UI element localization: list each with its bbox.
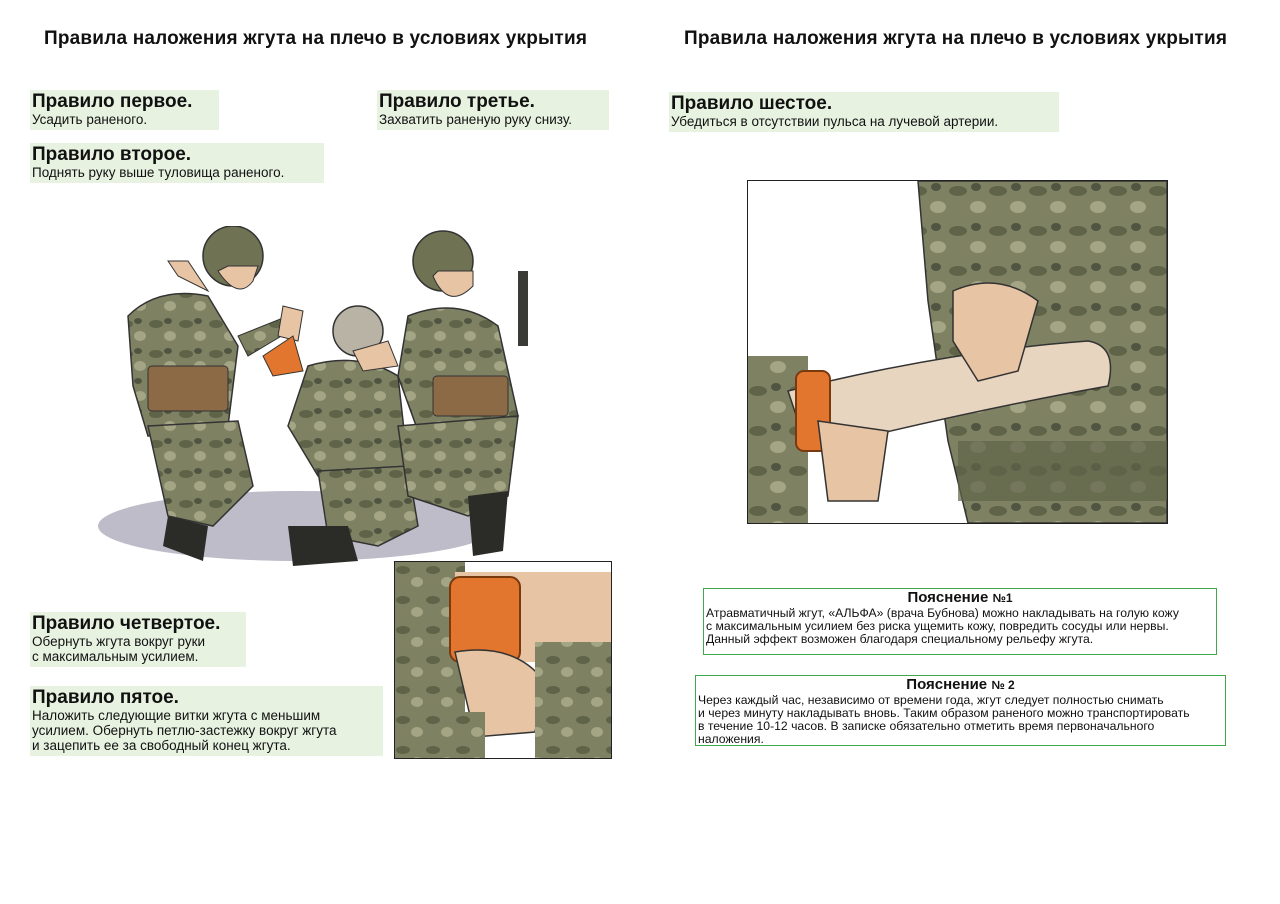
note-2 (695, 675, 1226, 746)
rule-heading: Правило четвертое. (32, 613, 221, 634)
note-number: № 2 (991, 678, 1015, 692)
rule-3 (377, 90, 609, 130)
note-1 (703, 588, 1217, 655)
rule-text-line: Наложить следующие витки жгута с меньшим (32, 708, 321, 723)
rule-text-line: Обернуть жгута вокруг руки (32, 634, 206, 649)
rule-heading: Правило третье. (379, 91, 535, 112)
rule-5 (30, 686, 383, 756)
rule-6 (669, 92, 1059, 132)
pulse-check-illustration (748, 181, 1167, 523)
note-heading-label: Пояснение (906, 676, 988, 693)
note-line: Данный эффект возможен благодаря специальному рельефу жгута. (706, 632, 1094, 646)
rule-4 (30, 612, 246, 667)
rule-1 (30, 90, 219, 130)
soldiers-illustration (88, 226, 538, 576)
note-line: и через минуту накладывать вновь. Таким образом раненого можно транспортировать (698, 706, 1190, 720)
note-heading (704, 589, 1216, 607)
rule-heading: Правило шестое. (671, 93, 833, 114)
left-page-title: Правила наложения жгута на плечо в условиях укрытия (44, 28, 588, 49)
note-number: №1 (992, 591, 1013, 605)
rule-text: Поднять руку выше туловища раненого. (32, 165, 285, 180)
rule-text: Усадить раненого. (32, 112, 148, 127)
tourniquet-closeup-frame (394, 561, 612, 759)
rule-text: Убедиться в отсутствии пульса на лучевой артерии. (671, 114, 999, 129)
note-line: Атравматичный жгут, «АЛЬФА» (врача Бубнова) можно накладывать на голую кожу (706, 606, 1179, 620)
rule-text-line: и зацепить ее за свободный конец жгута. (32, 738, 291, 753)
rule-text: Захватить раненую руку снизу. (379, 112, 572, 127)
note-line: Через каждый час, независимо от времени года, жгут следует полностью снимать (698, 693, 1164, 707)
note-line: в течение 10-12 часов. В записке обязательно отметить время первоначального (698, 719, 1155, 733)
rule-2 (30, 143, 324, 183)
rule-heading: Правило второе. (32, 144, 192, 165)
rule-text-line: усилием. Обернуть петлю-застежку вокруг жгута (32, 723, 337, 738)
note-heading (696, 676, 1225, 694)
note-line: наложения. (698, 732, 764, 746)
note-heading-label: Пояснение (907, 589, 989, 606)
rule-heading: Правило пятое. (32, 687, 179, 708)
rule-heading: Правило первое. (32, 91, 193, 112)
right-page-title: Правила наложения жгута на плечо в условиях укрытия (684, 28, 1228, 49)
pulse-check-frame (747, 180, 1168, 524)
tourniquet-closeup-illustration (395, 562, 611, 758)
note-line: с максимальным усилием без риска ущемить кожу, повредить сосуды или нервы. (706, 619, 1169, 633)
rule-text-line: с максимальным усилием. (32, 649, 199, 664)
